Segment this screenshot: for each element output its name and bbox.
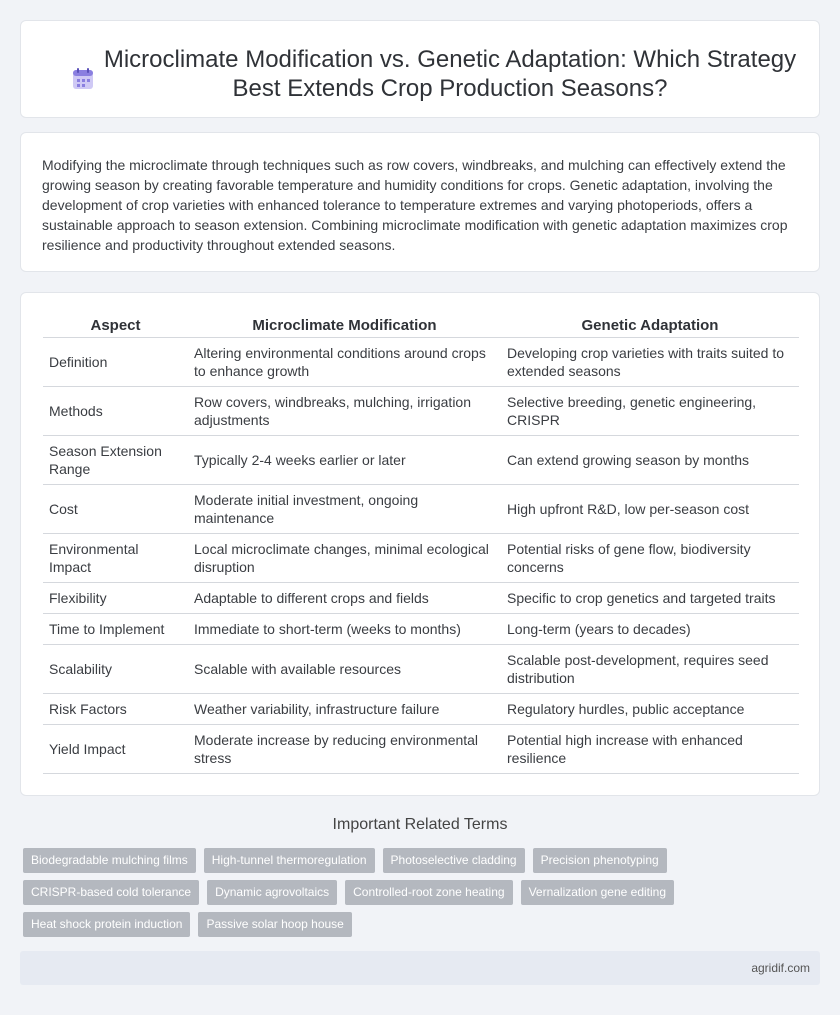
comparison-table bbox=[43, 317, 799, 774]
related-term-tag[interactable]: Photoselective cladding bbox=[383, 848, 525, 873]
table-row bbox=[43, 533, 799, 582]
row-aspect: Flexibility bbox=[43, 582, 188, 613]
related-term-tag[interactable]: Passive solar hoop house bbox=[198, 912, 351, 937]
comparison-table-card bbox=[20, 292, 820, 796]
header-microclimate: Microclimate Modification bbox=[188, 317, 501, 337]
row-aspect: Time to Implement bbox=[43, 613, 188, 644]
footer-site-link[interactable]: agridif.com bbox=[751, 961, 810, 975]
page-title: Microclimate Modification vs. Genetic Adaptation: Which Strategy Best Extends Crop Production Seasons? bbox=[103, 46, 797, 102]
tag-row bbox=[23, 848, 783, 873]
header-genetic: Genetic Adaptation bbox=[501, 317, 799, 337]
table-row bbox=[43, 613, 799, 644]
row-microclimate: Row covers, windbreaks, mulching, irrigation adjustments bbox=[188, 386, 501, 435]
tag-row bbox=[23, 880, 783, 905]
related-term-tag[interactable]: Heat shock protein induction bbox=[23, 912, 190, 937]
header-aspect: Aspect bbox=[43, 317, 188, 337]
related-term-tag[interactable]: Biodegradable mulching films bbox=[23, 848, 196, 873]
table-row bbox=[43, 386, 799, 435]
row-microclimate: Immediate to short-term (weeks to months) bbox=[188, 613, 501, 644]
row-aspect: Season Extension Range bbox=[43, 435, 188, 484]
row-aspect: Environmental Impact bbox=[43, 533, 188, 582]
intro-paragraph: Modifying the microclimate through techniques such as row covers, windbreaks, and mulching can effectively extend the growing season by creating favorable temperature and humidity conditions for crops. Genetic adaptation, involving the development of crop varieties with enhanced tolerance to temperature extremes and varying photoperiods, offers a sustainable approach to season extension. Combining microclimate modification with genetic adaptation maximizes crop resilience and productivity throughout extended seasons. bbox=[42, 157, 788, 253]
related-terms-heading: Important Related Terms bbox=[332, 816, 508, 833]
table-header-row bbox=[43, 317, 799, 337]
row-genetic: Developing crop varieties with traits suited to extended seasons bbox=[501, 337, 799, 386]
table-row bbox=[43, 435, 799, 484]
row-microclimate: Adaptable to different crops and fields bbox=[188, 582, 501, 613]
row-microclimate: Local microclimate changes, minimal ecological disruption bbox=[188, 533, 501, 582]
tag-row bbox=[23, 912, 783, 937]
row-aspect: Risk Factors bbox=[43, 693, 188, 724]
row-genetic: Long-term (years to decades) bbox=[501, 613, 799, 644]
row-microclimate: Typically 2-4 weeks earlier or later bbox=[188, 435, 501, 484]
title-card bbox=[20, 20, 820, 118]
row-aspect: Methods bbox=[43, 386, 188, 435]
related-term-tag[interactable]: Controlled-root zone heating bbox=[345, 880, 512, 905]
row-aspect: Definition bbox=[43, 337, 188, 386]
row-genetic: Selective breeding, genetic engineering, CRISPR bbox=[501, 386, 799, 435]
table-row bbox=[43, 337, 799, 386]
intro-card bbox=[20, 132, 820, 272]
row-microclimate: Altering environmental conditions around crops to enhance growth bbox=[188, 337, 501, 386]
table-row bbox=[43, 693, 799, 724]
row-aspect: Scalability bbox=[43, 644, 188, 693]
row-aspect: Cost bbox=[43, 484, 188, 533]
row-microclimate: Moderate initial investment, ongoing maintenance bbox=[188, 484, 501, 533]
footer bbox=[20, 951, 820, 985]
table-row bbox=[43, 582, 799, 613]
related-term-tag[interactable]: High-tunnel thermoregulation bbox=[204, 848, 375, 873]
row-genetic: Potential high increase with enhanced resilience bbox=[501, 724, 799, 773]
row-aspect: Yield Impact bbox=[43, 724, 188, 773]
row-genetic: Scalable post-development, requires seed distribution bbox=[501, 644, 799, 693]
row-microclimate: Moderate increase by reducing environmental stress bbox=[188, 724, 501, 773]
row-genetic: Can extend growing season by months bbox=[501, 435, 799, 484]
table-row bbox=[43, 644, 799, 693]
table-row bbox=[43, 484, 799, 533]
related-term-tag[interactable]: Vernalization gene editing bbox=[521, 880, 674, 905]
row-microclimate: Scalable with available resources bbox=[188, 644, 501, 693]
row-genetic: Specific to crop genetics and targeted traits bbox=[501, 582, 799, 613]
row-genetic: Regulatory hurdles, public acceptance bbox=[501, 693, 799, 724]
row-genetic: Potential risks of gene flow, biodiversity concerns bbox=[501, 533, 799, 582]
related-term-tag[interactable]: CRISPR-based cold tolerance bbox=[23, 880, 199, 905]
table-row bbox=[43, 724, 799, 773]
related-term-tag[interactable]: Dynamic agrovoltaics bbox=[207, 880, 337, 905]
related-terms-list bbox=[23, 848, 783, 944]
row-genetic: High upfront R&D, low per-season cost bbox=[501, 484, 799, 533]
row-microclimate: Weather variability, infrastructure failure bbox=[188, 693, 501, 724]
related-term-tag[interactable]: Precision phenotyping bbox=[533, 848, 667, 873]
